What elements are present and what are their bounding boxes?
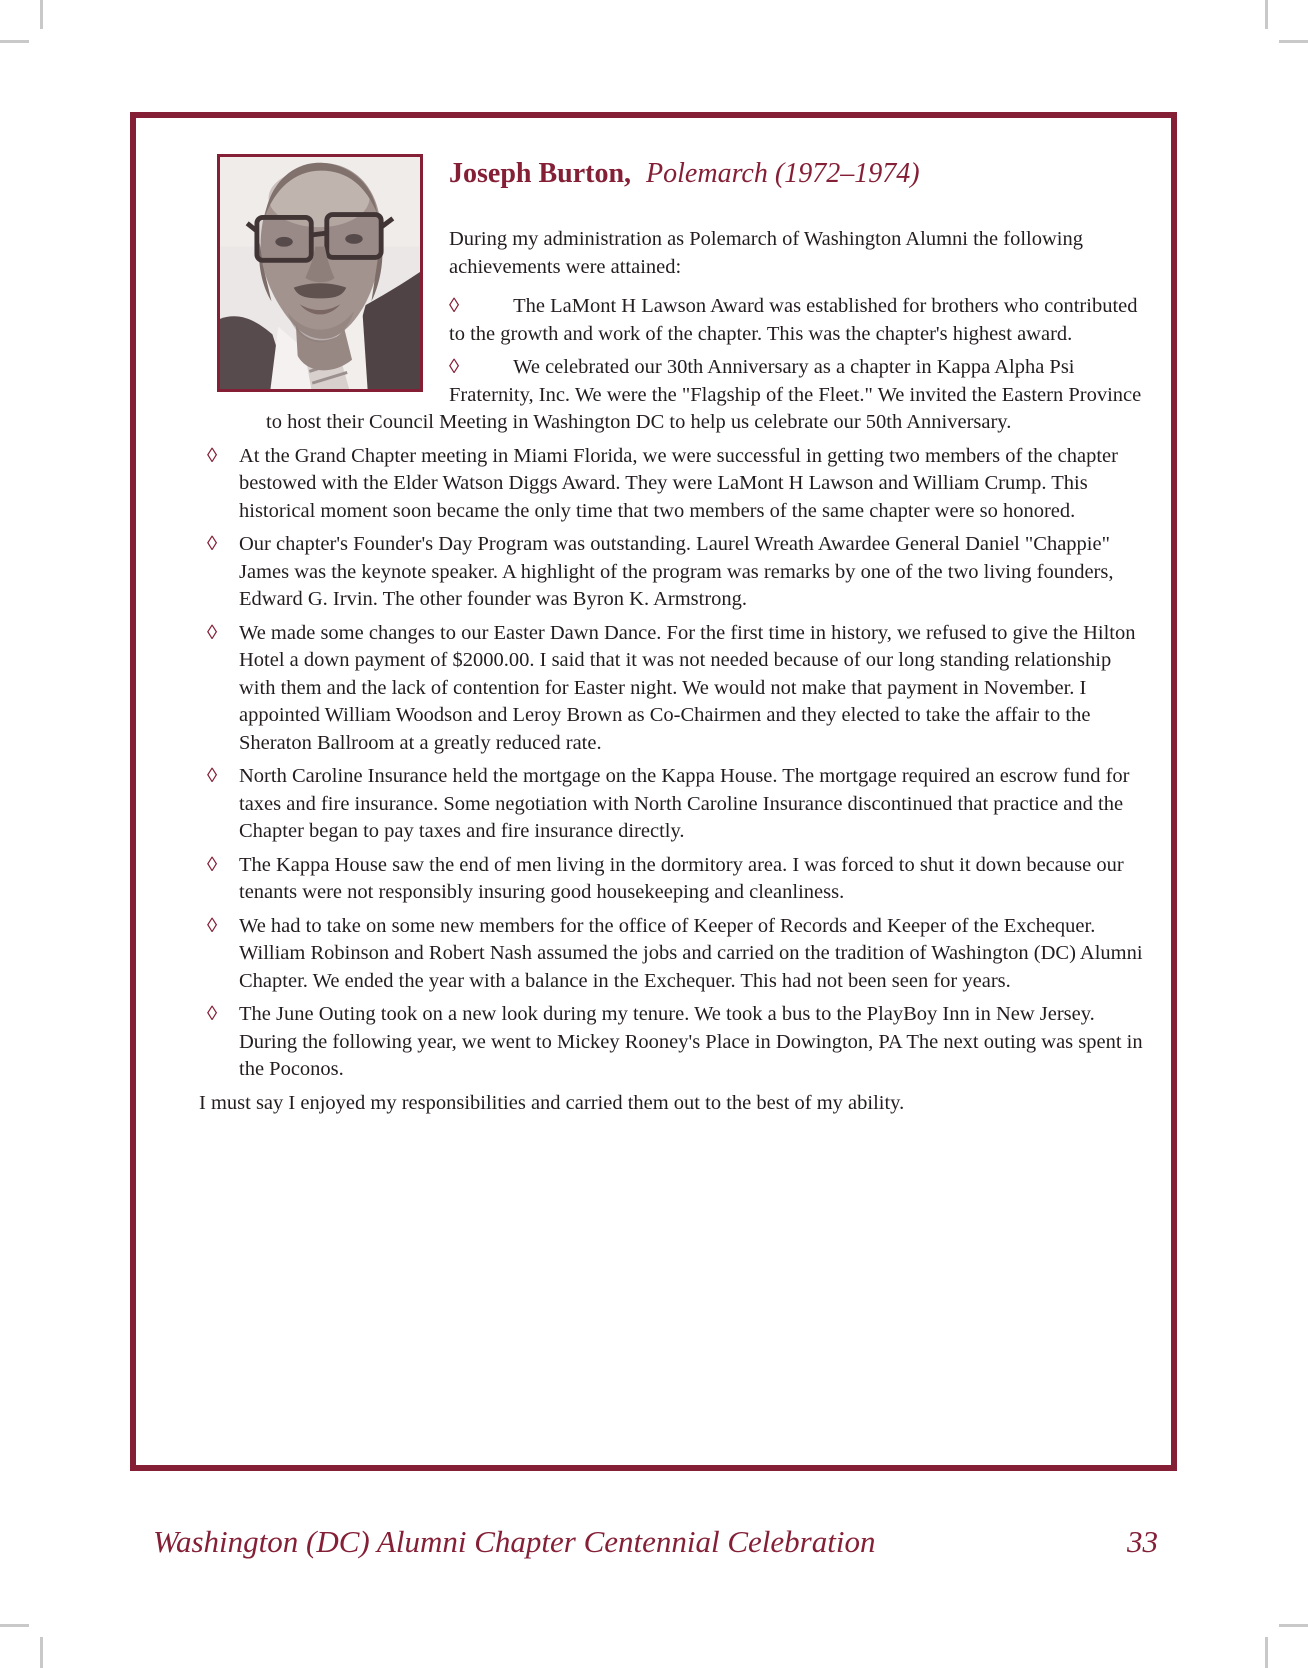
crop-mark-top-left-vertical bbox=[40, 0, 43, 29]
achievement-item bbox=[207, 620, 1151, 758]
achievement-item bbox=[207, 531, 1151, 614]
diamond-bullet-icon: ◊ bbox=[207, 765, 218, 787]
achievement-text: The Kappa House saw the end of men living in the dormitory area. I was forced to shut it down because our tenants were not responsibly insuring good housekeeping and cleanliness. bbox=[239, 853, 1124, 903]
achievement-item bbox=[207, 443, 1151, 526]
crop-mark-bottom-left-vertical bbox=[40, 1637, 43, 1668]
crop-mark-bottom-right-horizontal bbox=[1279, 1624, 1308, 1627]
portrait-illustration bbox=[220, 157, 420, 389]
achievement-text: We celebrated our 30th Anniversary as a chapter in Kappa Alpha Psi Fraternity, Inc. We were the "Flagship of the Fleet." We invited the Eastern Province to host their Council Meeting in Washington DC to help us celebrate our 50th Anniversary. bbox=[266, 356, 1142, 433]
diamond-bullet-icon: ◊ bbox=[449, 356, 460, 378]
page-footer bbox=[153, 1524, 1161, 1560]
footer-title: Washington (DC) Alumni Chapter Centennial Celebration bbox=[153, 1524, 876, 1559]
achievement-item bbox=[207, 852, 1151, 907]
profile-role: Polemarch (1972–1974) bbox=[646, 158, 920, 189]
crop-mark-top-right-horizontal bbox=[1279, 40, 1308, 43]
achievement-item bbox=[207, 1001, 1151, 1084]
diamond-bullet-icon: ◊ bbox=[207, 621, 218, 644]
profile-name: Joseph Burton, bbox=[449, 158, 632, 189]
portrait-photo bbox=[217, 154, 423, 392]
achievement-text: We made some changes to our Easter Dawn Dance. For the first time in history, we refused to give the Hilton Hotel a down payment of $2000.00. I said that it was not needed because of our long standing relationship with them and the lack of contention for Easter night. We would not make that payment in November. I appointed William Woodson and Leroy Brown as Co-Chairmen and they elected to take the affair to the Sheraton Ballroom at a greatly reduced rate. bbox=[239, 621, 1136, 754]
achievement-text: North Caroline Insurance held the mortgage on the Kappa House. The mortgage required an escrow fund for taxes and fire insurance. Some negotiation with North Caroline Insurance discontinued that practice and the Chapter began to pay taxes and fire insurance directly. bbox=[239, 765, 1130, 842]
achievement-text: We had to take on some new members for the office of Keeper of Records and Keeper of the Exchequer. William Robinson and Robert Nash assumed the jobs and carried on the tradition of Washington (DC) Alumni Chapter. We ended the year with a balance in the Exchequer. This had not been seen for years. bbox=[239, 914, 1143, 992]
crop-mark-bottom-left-horizontal bbox=[0, 1624, 29, 1627]
diamond-bullet-icon: ◊ bbox=[207, 444, 218, 467]
diamond-bullet-icon: ◊ bbox=[207, 853, 218, 876]
content-frame bbox=[130, 112, 1177, 1471]
diamond-bullet-icon: ◊ bbox=[449, 295, 460, 317]
achievement-text: Our chapter's Founder's Day Program was outstanding. Laurel Wreath Awardee General Daniel "Chappie" James was the keynote speaker. A highlight of the program was remarks by one of the two living founders, Edward G. Irvin. The other founder was Byron K. Armstrong. bbox=[239, 533, 1114, 610]
achievement-item bbox=[207, 913, 1151, 996]
achievement-item bbox=[207, 763, 1151, 846]
crop-mark-top-left-horizontal bbox=[0, 40, 29, 43]
diamond-bullet-icon: ◊ bbox=[207, 914, 218, 937]
crop-mark-top-right-vertical bbox=[1265, 0, 1268, 29]
diamond-bullet-icon: ◊ bbox=[207, 1003, 218, 1025]
achievement-text: The June Outing took on a new look during my tenure. We took a bus to the PlayBoy Inn in New Jersey. During the following year, we went to Mickey Rooney's Place in Dowington, PA The next outing was spent in the Poconos. bbox=[239, 1003, 1143, 1080]
achievement-text: The LaMont H Lawson Award was established for brothers who contributed to the growth and work of the chapter. This was the chapter's highest award. bbox=[449, 295, 1138, 345]
page-number: 33 bbox=[1127, 1524, 1158, 1559]
closing-paragraph: I must say I enjoyed my responsibilities and carried them out to the best of my ability. bbox=[199, 1091, 905, 1114]
crop-mark-bottom-right-vertical bbox=[1265, 1637, 1268, 1668]
diamond-bullet-icon: ◊ bbox=[207, 533, 218, 555]
achievement-text: At the Grand Chapter meeting in Miami Florida, we were successful in getting two members of the chapter bestowed with the Elder Watson Diggs Award. They were LaMont H Lawson and William Crump. This historical moment soon became the only time that two members of the same chapter were so honored. bbox=[239, 444, 1118, 522]
intro-paragraph: During my administration as Polemarch of Washington Alumni the following achievements were attained: bbox=[449, 228, 1083, 278]
